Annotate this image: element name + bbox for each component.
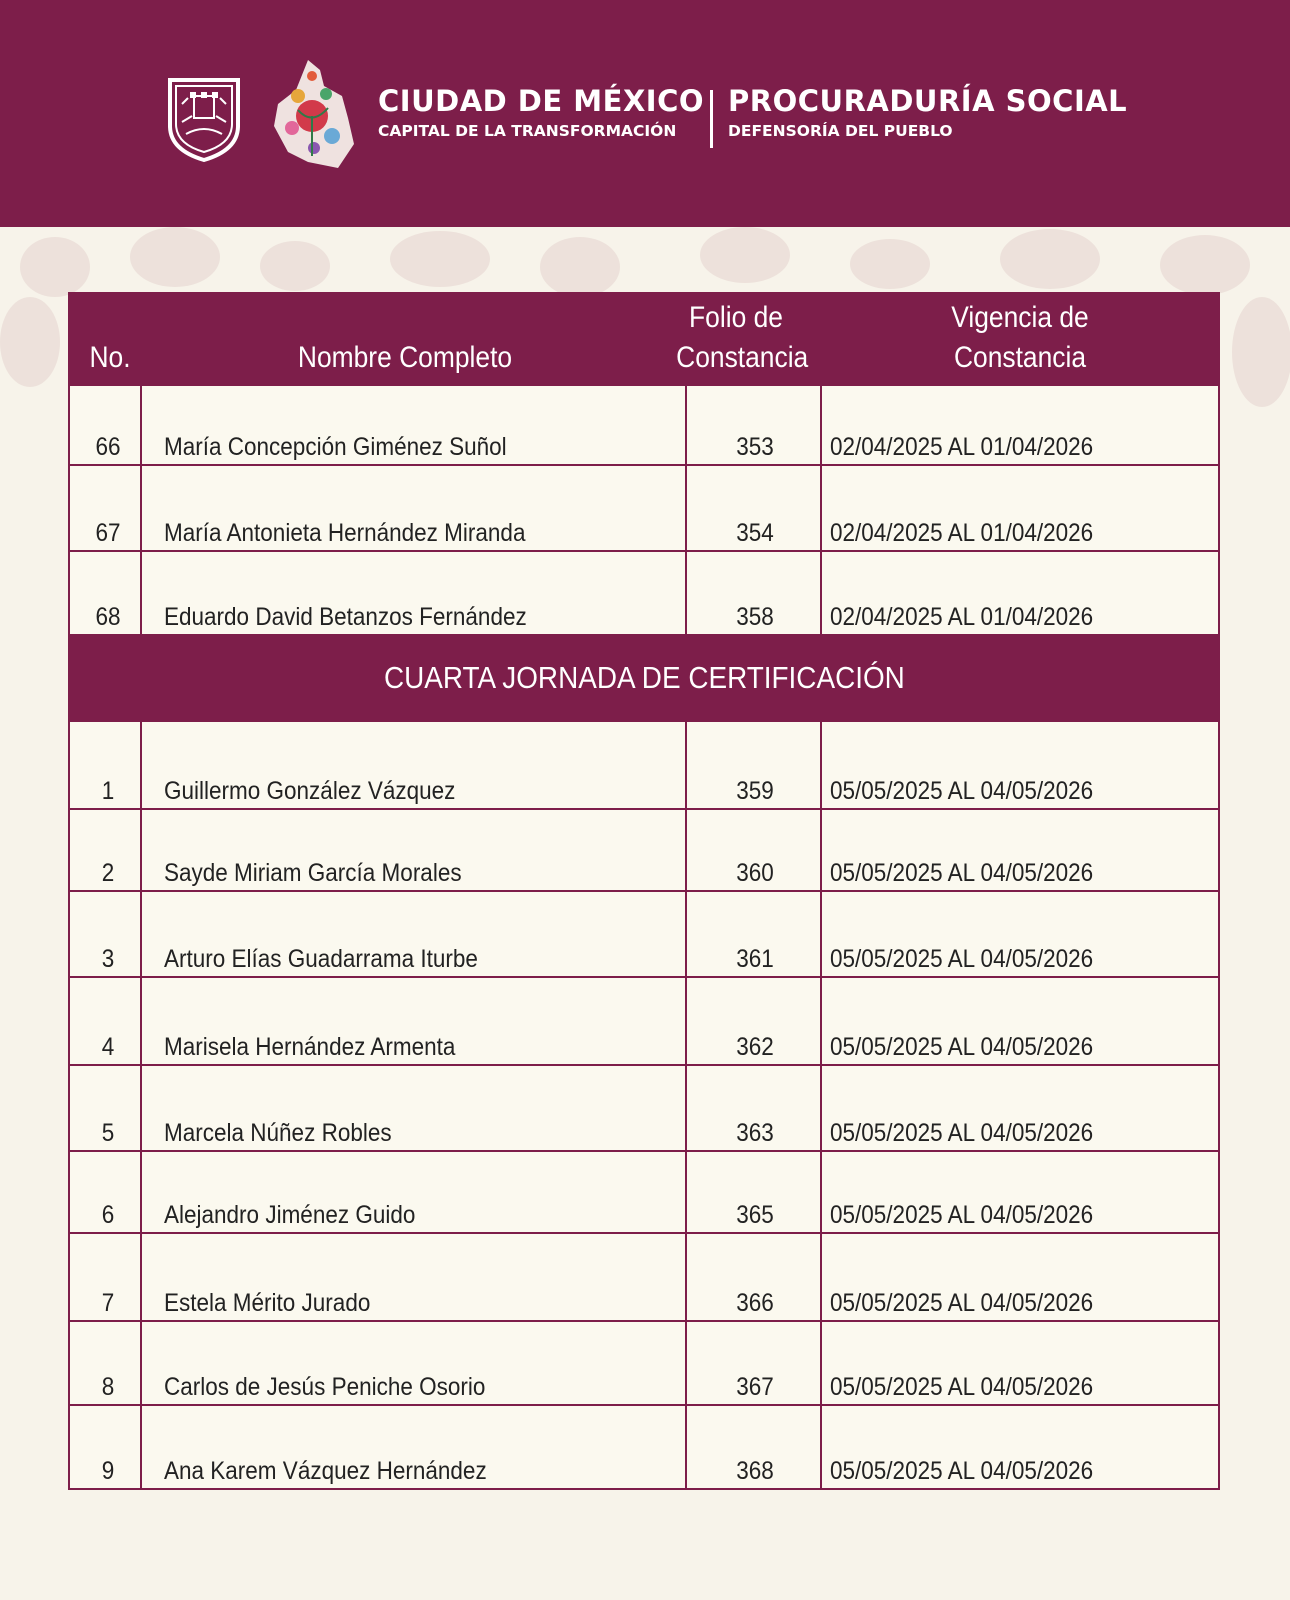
table-row bbox=[70, 1320, 1218, 1404]
table-row bbox=[70, 722, 1218, 808]
cell-vigencia: 02/04/2025 AL 01/04/2026 bbox=[830, 603, 1094, 631]
cdmx-coat-of-arms-icon bbox=[166, 76, 242, 162]
cell-no: 9 bbox=[101, 1457, 115, 1485]
org-subtitle: DEFENSORÍA DEL PUEBLO bbox=[728, 122, 953, 140]
cell-name: María Concepción Giménez Suñol bbox=[164, 433, 507, 461]
section-title: CUARTA JORNADA DE CERTIFICACIÓN bbox=[383, 660, 905, 695]
cell-folio: 362 bbox=[736, 1033, 774, 1061]
cell-folio: 353 bbox=[736, 433, 774, 461]
cell-vigencia: 05/05/2025 AL 04/05/2026 bbox=[830, 859, 1094, 887]
table-row bbox=[70, 976, 1218, 1064]
cell-folio: 366 bbox=[736, 1289, 774, 1317]
column-divider bbox=[140, 1066, 142, 1150]
column-divider bbox=[820, 466, 822, 550]
brand-subtitle: CAPITAL DE LA TRANSFORMACIÓN bbox=[378, 122, 677, 140]
column-divider bbox=[820, 978, 822, 1064]
cell-no: 7 bbox=[101, 1289, 115, 1317]
cell-name: Eduardo David Betanzos Fernández bbox=[164, 603, 527, 631]
org-brand bbox=[728, 84, 1127, 142]
column-divider bbox=[820, 722, 822, 808]
cell-vigencia: 05/05/2025 AL 04/05/2026 bbox=[830, 1119, 1094, 1147]
cell-name: Marisela Hernández Armenta bbox=[164, 1033, 456, 1061]
column-divider bbox=[685, 1234, 687, 1320]
column-divider bbox=[820, 386, 822, 464]
cell-vigencia: 05/05/2025 AL 04/05/2026 bbox=[830, 1457, 1094, 1485]
column-header-folio bbox=[676, 298, 809, 378]
floral-heart-icon bbox=[268, 56, 358, 172]
cell-folio: 361 bbox=[736, 945, 774, 973]
cell-no: 67 bbox=[95, 519, 121, 547]
cell-name: Carlos de Jesús Peniche Osorio bbox=[164, 1373, 486, 1401]
column-divider bbox=[820, 810, 822, 890]
column-header-name: Nombre Completo bbox=[297, 341, 513, 374]
cell-vigencia: 05/05/2025 AL 04/05/2026 bbox=[830, 1373, 1094, 1401]
cell-vigencia: 05/05/2025 AL 04/05/2026 bbox=[830, 1033, 1094, 1061]
column-divider bbox=[820, 892, 822, 976]
column-header-vigencia-line1: Vigencia de bbox=[951, 301, 1089, 334]
table-header bbox=[70, 294, 1218, 384]
column-divider bbox=[820, 1234, 822, 1320]
column-divider bbox=[820, 1406, 822, 1488]
cell-folio: 367 bbox=[736, 1373, 774, 1401]
cell-vigencia: 05/05/2025 AL 04/05/2026 bbox=[830, 1201, 1094, 1229]
column-divider bbox=[140, 978, 142, 1064]
cell-name: Alejandro Jiménez Guido bbox=[164, 1201, 416, 1229]
column-header-folio-line2: Constancia bbox=[676, 341, 809, 374]
column-divider bbox=[685, 1152, 687, 1232]
column-divider bbox=[140, 810, 142, 890]
column-divider bbox=[820, 1152, 822, 1232]
table-row bbox=[70, 808, 1218, 890]
column-divider bbox=[140, 1406, 142, 1488]
column-divider bbox=[685, 386, 687, 464]
table-row bbox=[70, 384, 1218, 464]
brand-title: CIUDAD DE MÉXICO bbox=[378, 84, 705, 118]
cell-vigencia: 02/04/2025 AL 01/04/2026 bbox=[830, 519, 1094, 547]
column-header-vigencia bbox=[914, 298, 1125, 378]
cell-folio: 360 bbox=[736, 859, 774, 887]
column-header-no: No. bbox=[89, 341, 131, 374]
column-divider bbox=[820, 1066, 822, 1150]
cell-name: Estela Mérito Jurado bbox=[164, 1289, 371, 1317]
cell-folio: 363 bbox=[736, 1119, 774, 1147]
cell-name: Guillermo González Vázquez bbox=[164, 777, 456, 805]
column-divider bbox=[140, 1234, 142, 1320]
table-row bbox=[70, 890, 1218, 976]
column-divider bbox=[685, 1322, 687, 1404]
column-divider bbox=[820, 1322, 822, 1404]
cell-folio: 358 bbox=[736, 603, 774, 631]
cell-vigencia: 02/04/2025 AL 01/04/2026 bbox=[830, 433, 1094, 461]
column-divider bbox=[685, 722, 687, 808]
column-divider bbox=[140, 466, 142, 550]
column-header-vigencia-line2: Constancia bbox=[953, 341, 1087, 374]
table-row bbox=[70, 1232, 1218, 1320]
column-divider bbox=[685, 466, 687, 550]
column-divider bbox=[685, 978, 687, 1064]
cell-no: 1 bbox=[101, 777, 115, 805]
column-divider bbox=[140, 1152, 142, 1232]
org-title: PROCURADURÍA SOCIAL bbox=[728, 84, 1128, 118]
cell-no: 4 bbox=[101, 1033, 115, 1061]
table-row bbox=[70, 464, 1218, 550]
cell-folio: 354 bbox=[736, 519, 774, 547]
brand-divider bbox=[710, 90, 713, 148]
cell-no: 8 bbox=[101, 1373, 115, 1401]
cell-name: Marcela Núñez Robles bbox=[164, 1119, 392, 1147]
section-header bbox=[70, 634, 1218, 722]
cell-name: María Antonieta Hernández Miranda bbox=[164, 519, 526, 547]
column-divider bbox=[685, 1066, 687, 1150]
cell-no: 5 bbox=[101, 1119, 115, 1147]
column-divider bbox=[140, 1322, 142, 1404]
table-row bbox=[70, 1404, 1218, 1488]
header-banner bbox=[0, 0, 1290, 227]
cell-name: Ana Karem Vázquez Hernández bbox=[164, 1457, 487, 1485]
cell-vigencia: 05/05/2025 AL 04/05/2026 bbox=[830, 945, 1094, 973]
cell-folio: 359 bbox=[736, 777, 774, 805]
cell-no: 3 bbox=[101, 945, 115, 973]
certification-table bbox=[68, 292, 1220, 1490]
cell-name: Arturo Elías Guadarrama Iturbe bbox=[164, 945, 478, 973]
cell-no: 66 bbox=[95, 433, 121, 461]
column-divider bbox=[820, 552, 822, 634]
table-row bbox=[70, 1150, 1218, 1232]
cell-no: 6 bbox=[101, 1201, 115, 1229]
column-divider bbox=[140, 722, 142, 808]
column-divider bbox=[140, 892, 142, 976]
table-row bbox=[70, 1064, 1218, 1150]
column-divider bbox=[685, 552, 687, 634]
column-divider bbox=[685, 1406, 687, 1488]
table-row bbox=[70, 550, 1218, 634]
cell-folio: 365 bbox=[736, 1201, 774, 1229]
cdmx-brand bbox=[378, 84, 704, 142]
column-divider bbox=[685, 810, 687, 890]
cell-no: 2 bbox=[101, 859, 115, 887]
cell-vigencia: 05/05/2025 AL 04/05/2026 bbox=[830, 1289, 1094, 1317]
column-header-folio-line1: Folio de bbox=[689, 301, 783, 334]
cell-no: 68 bbox=[95, 603, 121, 631]
column-divider bbox=[140, 386, 142, 464]
cell-folio: 368 bbox=[736, 1457, 774, 1485]
cell-name: Sayde Miriam García Morales bbox=[164, 859, 462, 887]
column-divider bbox=[685, 892, 687, 976]
column-divider bbox=[140, 552, 142, 634]
cell-vigencia: 05/05/2025 AL 04/05/2026 bbox=[830, 777, 1094, 805]
